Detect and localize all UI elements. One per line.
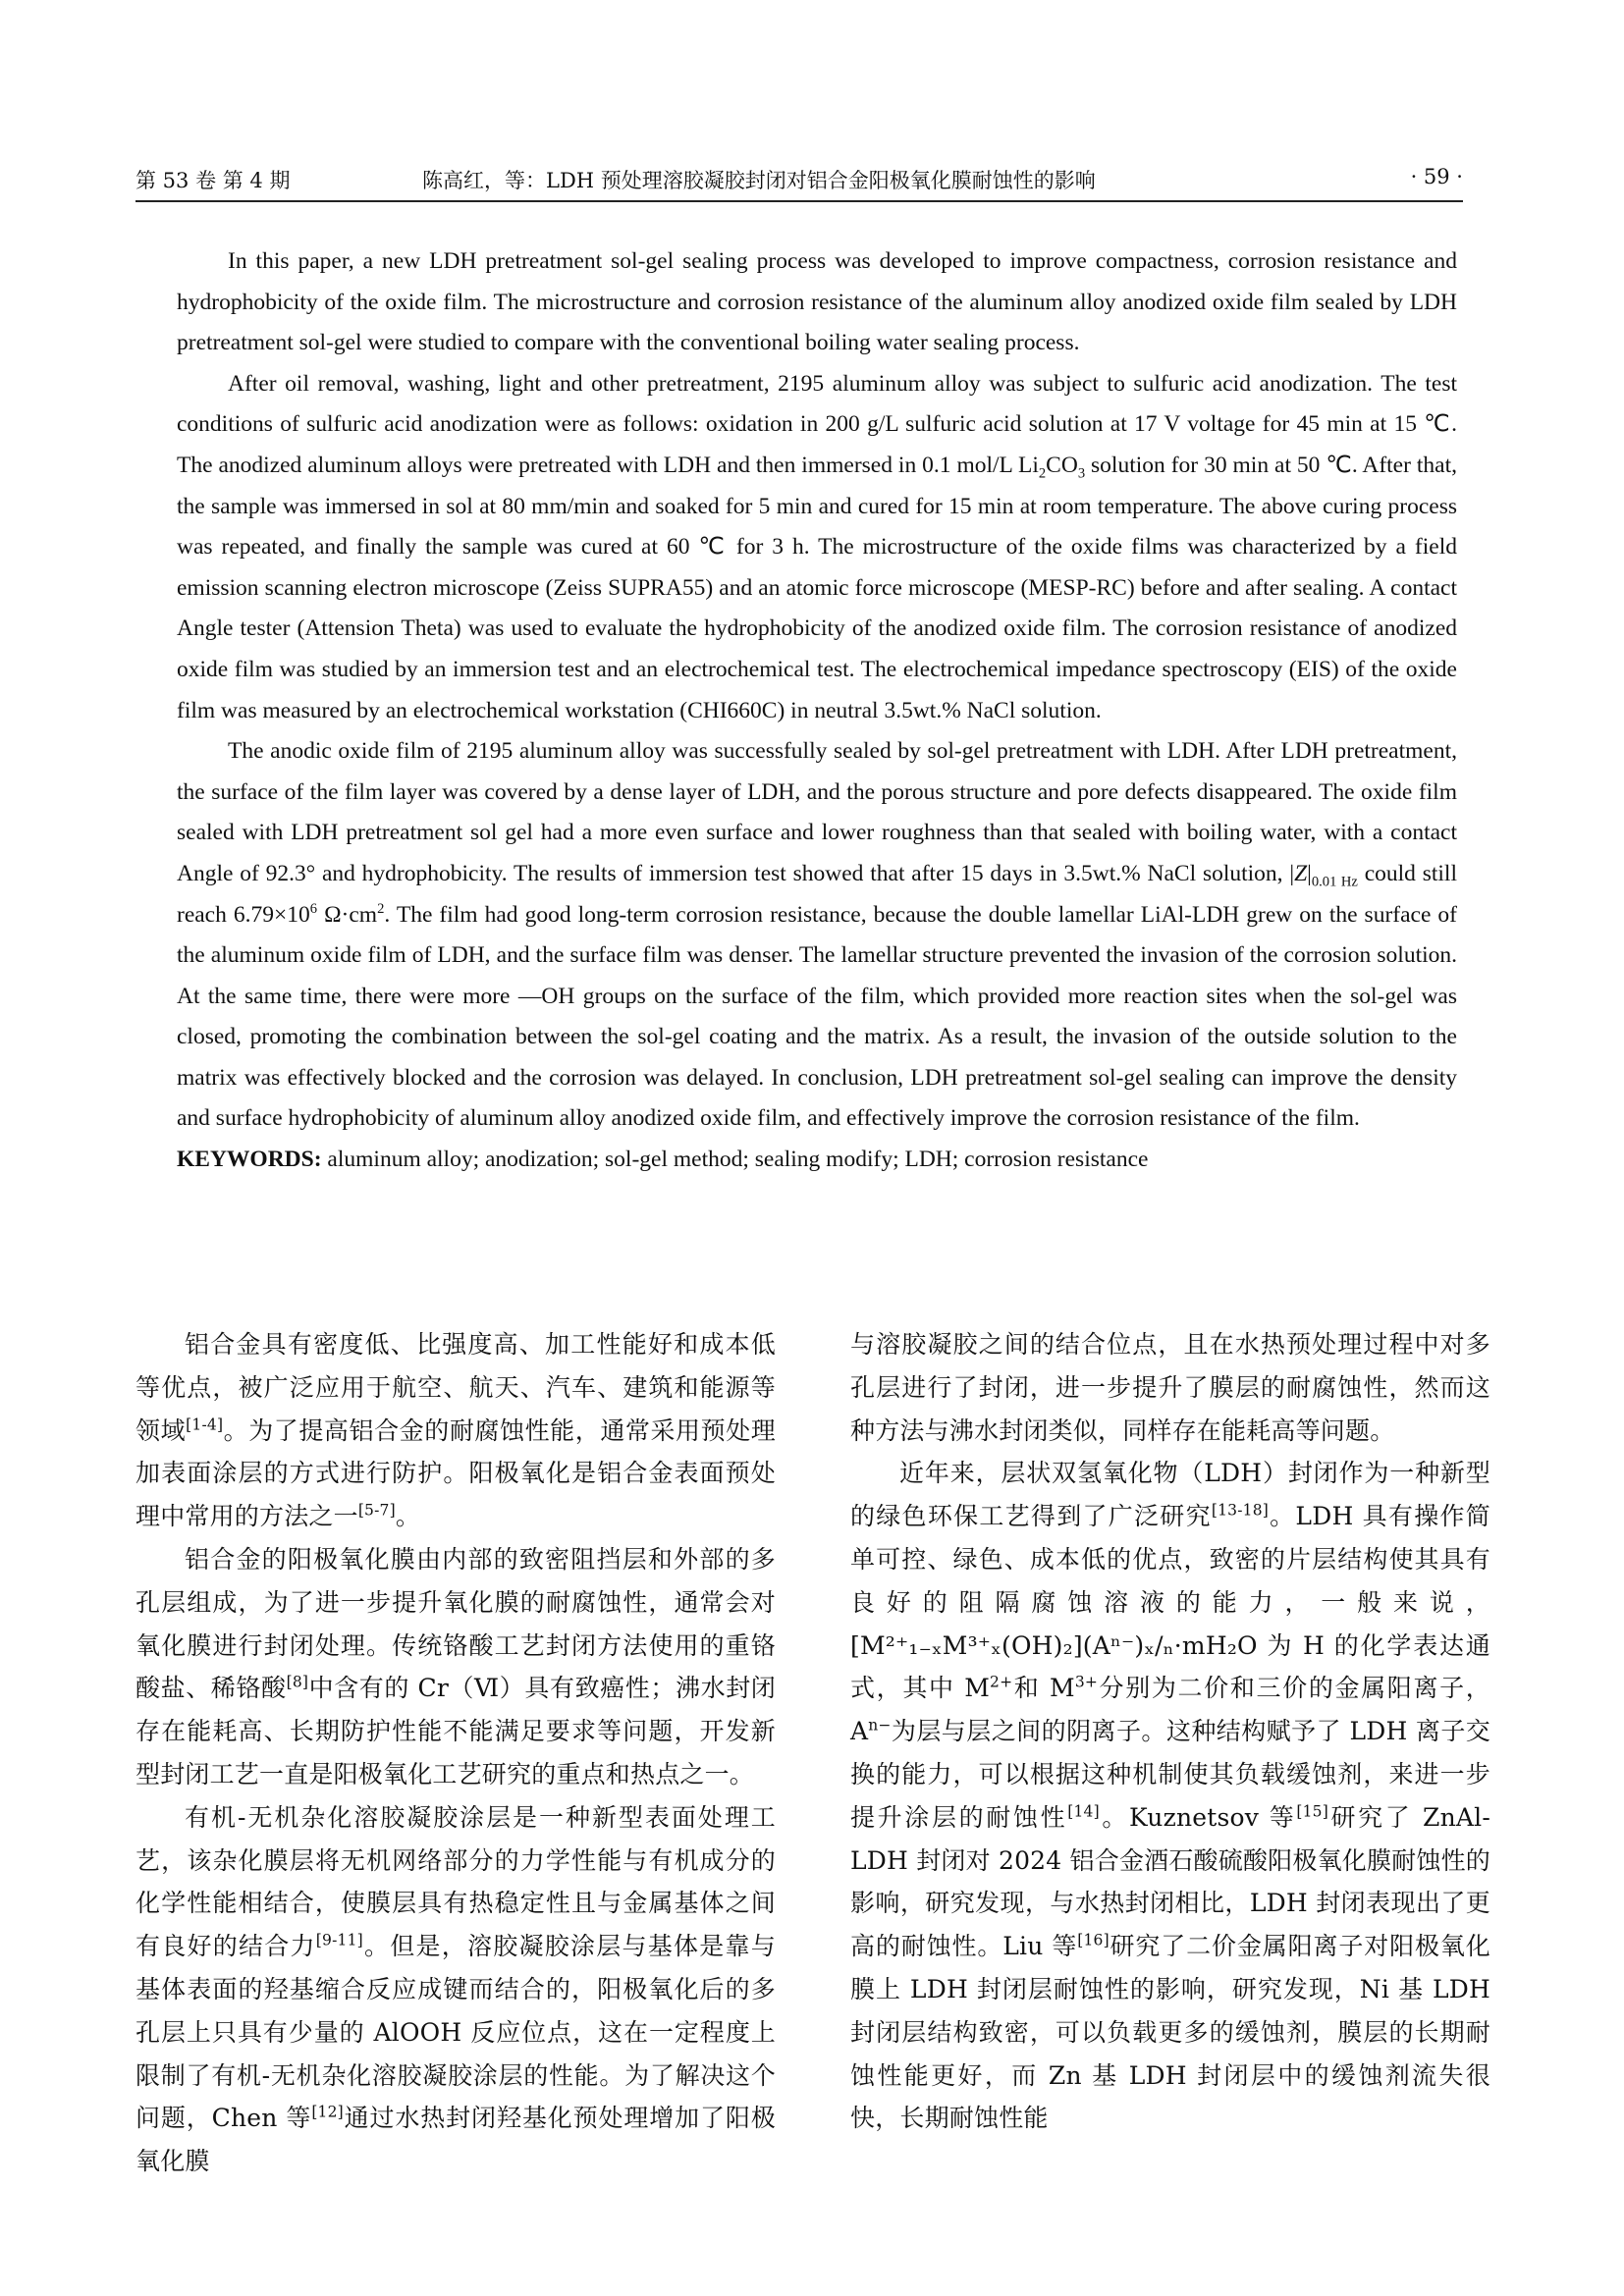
- body-paragraph: 铝合金具有密度低、比强度高、加工性能好和成本低等优点，被广泛应用于航空、航天、汽车、建筑和能源等领域[1-4]。为了提高铝合金的耐腐蚀性能，通常采用预处理加表面涂层的方式进行防护。阳极氧化是铝合金表面预处理中常用的方法之一[5-7]。: [135, 1330, 777, 1531]
- abstract-paragraph: In this paper, a new LDH pretreatment sol-gel sealing process was developed to improve compactness, corrosion resistance and hydrophobicity of the oxide film. The microstructure and corrosion resistance of the aluminum alloy anodized oxide film sealed by LDH pretreatment sol-gel were studied to compare with the conventional boiling water sealing process.: [177, 248, 1457, 356]
- keywords: KEYWORDS: aluminum alloy; anodization; sol-gel method; sealing modify; LDH; corrosion resistance: [177, 1147, 1149, 1173]
- keywords-label: KEYWORDS:: [177, 1147, 322, 1173]
- ldh-formula: [M²⁺₁₋ₓM³⁺ₓ(OH)₂](Aⁿ⁻)ₓ/ₙ·mH₂O: [850, 1630, 1258, 1660]
- page-number: · 59 ·: [1410, 165, 1463, 188]
- body-paragraph: 有机-无机杂化溶胶凝胶涂层是一种新型表面处理工艺，该杂化膜层将无机网络部分的力学性能与有机成分的化学性能相结合，使膜层具有热稳定性且与金属基体之间有良好的结合力[9-11]。但是，溶胶凝胶涂层与基体是靠与基体表面的羟基缩合反应成键而结合的，阳极氧化后的多孔层上只具有少量的 AlOOH 反应位点，这在一定程度上限制了有机-无机杂化溶胶凝胶涂层的性能。为了解决这个问题，Chen 等[12]通过水热封闭羟基化预处理增加了阳极氧化膜: [135, 1802, 777, 2176]
- running-header: [135, 157, 1463, 200]
- body-paragraph: 铝合金的阳极氧化膜由内部的致密阻挡层和外部的多孔层组成，为了进一步提升氧化膜的耐腐蚀性，通常会对氧化膜进行封闭处理。传统铬酸工艺封闭方法使用的重铬酸盐、稀铬酸[8]中含有的 Cr（Ⅵ）具有致癌性；沸水封闭存在能耗高、长期防护性能不能满足要求等问题，开发新型封闭工艺一直是阳极氧化工艺研究的重点和热点之一。: [135, 1544, 776, 1789]
- body-paragraph: 近年来，层状双氢氧化物（LDH）封闭作为一种新型的绿色环保工艺得到了广泛研究[13-18]。LDH 具有操作简单可控、绿色、成本低的优点，致密的片层结构使其具有良好的阻隔腐蚀溶液的能力，一般来说，[M²⁺₁₋ₓM³⁺ₓ(OH)₂](Aⁿ⁻)ₓ/ₙ·mH₂O 为 H 的化学表达通式，其中 $M^{2+}$和 $M^{3+}$分别为二价和三价的金属阳离子，$A^{n-}$为层与层之间的阴离子。这种结构赋予了 LDH 离子交换的能力，可以根据这种机制使其负载缓蚀剂，来进一步提升涂层的耐蚀性[14]。Kuznetsov 等[15]研究了 ZnAl-LDH 封闭对 2024 铝合金酒石酸硫酸阳极氧化膜耐蚀性的影响，研究发现，与水热封闭相比，LDH 封闭表现出了更高的耐蚀性。Liu 等[16]研究了二价金属阳离子对阳极氧化膜上 LDH 封闭层耐蚀性的影响，研究发现，Ni 基 LDH 封闭层结构致密，可以负载更多的缓蚀剂，膜层的长期耐蚀性能更好，而 Zn 基 LDH 封闭层中的缓蚀剂流失很快，长期耐蚀性能: [850, 1459, 1490, 2133]
- left-column: [135, 1323, 776, 2183]
- volume-issue: 第 53 卷 第 4 期: [135, 169, 291, 192]
- header-rule: [135, 200, 1463, 202]
- english-abstract: [177, 241, 1457, 1181]
- running-title: 陈高红，等：LDH 预处理溶胶凝胶封闭对铝合金阳极氧化膜耐蚀性的影响: [422, 169, 1096, 192]
- right-column: [850, 1323, 1490, 2140]
- body-paragraph: 与溶胶凝胶之间的结合位点，且在水热预处理过程中对多孔层进行了封闭，进一步提升了膜层的耐腐蚀性，然而这种方法与沸水封闭类似，同样存在能耗高等问题。: [850, 1330, 1490, 1445]
- abstract-paragraph: The anodic oxide film of 2195 aluminum alloy was successfully sealed by sol-gel pretreatment with LDH. After LDH pretreatment, the surface of the film layer was covered by a dense layer of LDH, and the porous structure and pore defects disappeared. The oxide film sealed with LDH pretreatment sol gel had a more even surface and lower roughness than that sealed with boiling water, with a contact Angle of 92.3° and hydrophobicity. The results of immersion test showed that after 15 days in 3.5wt.% NaCl solution, $|Z|_{0.01 Hz}$ could still reach $6.79\times 10^6$ $\Omega\cdot cm^2$. The film had good long-term corrosion resistance, because the double lamellar LiAl-LDH grew on the surface of the aluminum oxide film of LDH, and the surface film was denser. The lamellar structure prevented the invasion of the corrosion solution. At the same time, there were more —OH groups on the surface of the film, which provided more reaction sites when the sol-gel was closed, promoting the combination between the sol-gel coating and the matrix. As a result, the invasion of the outside solution to the matrix was effectively blocked and the corrosion was delayed. In conclusion, LDH pretreatment sol-gel sealing can improve the density and surface hydrophobicity of aluminum alloy anodized oxide film, and effectively improve the corrosion resistance of the film.: [177, 738, 1458, 1132]
- abstract-paragraph: After oil removal, washing, light and other pretreatment, 2195 aluminum alloy was subject to sulfuric acid anodization. The test conditions of sulfuric acid anodization were as follows: oxidation in 200 g/L sulfuric acid solution at 17 V voltage for 45 min at 15 ℃. The anodized aluminum alloys were pretreated with LDH and then immersed in 0.1 mol/L $Li_2CO_3$ solution for 30 min at 50 ℃. After that, the sample was immersed in sol at 80 mm/min and soaked for 5 min and cured for 15 min at room temperature. The above curing process was repeated, and finally the sample was cured at 60 ℃ for 3 h. The microstructure of the oxide films was characterized by a field emission scanning electron microscope (Zeiss SUPRA55) and an atomic force microscope (MESP-RC) before and after sealing. A contact Angle tester (Attension Theta) was used to evaluate the hydrophobicity of the anodized oxide film. The corrosion resistance of anodized oxide film was studied by an immersion test and an electrochemical test. The electrochemical impedance spectroscopy (EIS) of the oxide film was measured by an electrochemical workstation (CHI660C) in neutral 3.5wt.% NaCl solution.: [177, 370, 1457, 723]
